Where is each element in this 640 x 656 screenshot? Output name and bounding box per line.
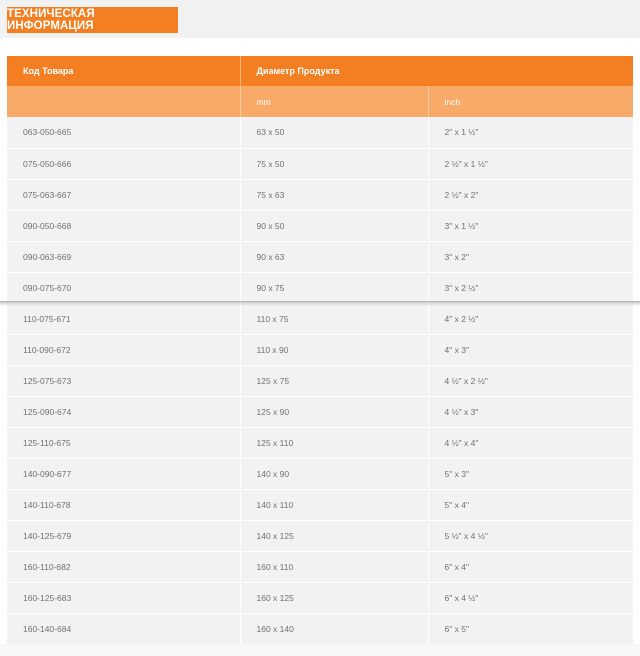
cell-code: 160-125-683 — [7, 582, 240, 613]
cell-inch: 5 ½" x 4 ½" — [428, 520, 633, 551]
table-row — [7, 582, 633, 613]
cell-mm: 63 x 50 — [240, 117, 428, 148]
cell-mm: 90 x 63 — [240, 241, 428, 272]
cell-inch: 4 ½" x 2 ½" — [428, 365, 633, 396]
cell-mm: 90 x 75 — [240, 272, 428, 303]
cell-code: 140-125-679 — [7, 520, 240, 551]
cell-inch: 6" x 5" — [428, 613, 633, 644]
cell-code: 075-063-667 — [7, 179, 240, 210]
cell-inch: 2 ½" x 2" — [428, 179, 633, 210]
table-row — [7, 241, 633, 272]
section-header-bar — [0, 0, 640, 38]
header-code: Код Товара — [7, 56, 240, 86]
cell-mm: 110 x 75 — [240, 303, 428, 334]
subheader-mm: mm — [240, 86, 428, 117]
cell-inch: 3" x 1 ½" — [428, 210, 633, 241]
cell-mm: 125 x 75 — [240, 365, 428, 396]
table-row — [7, 489, 633, 520]
table-row — [7, 272, 633, 303]
cell-inch: 4" x 2 ½" — [428, 303, 633, 334]
table-row — [7, 210, 633, 241]
cell-code: 140-110-678 — [7, 489, 240, 520]
cell-code: 125-075-673 — [7, 365, 240, 396]
cell-code: 110-075-671 — [7, 303, 240, 334]
table-row — [7, 427, 633, 458]
cell-code: 125-110-675 — [7, 427, 240, 458]
cell-mm: 160 x 125 — [240, 582, 428, 613]
cell-mm: 140 x 125 — [240, 520, 428, 551]
table-row — [7, 117, 633, 148]
table-header-row — [7, 56, 633, 86]
cell-inch: 5" x 4" — [428, 489, 633, 520]
table-row — [7, 396, 633, 427]
cell-inch: 4" x 3" — [428, 334, 633, 365]
table-row — [7, 613, 633, 644]
cell-inch: 2" x 1 ½" — [428, 117, 633, 148]
table-subheader-row — [7, 86, 633, 117]
cell-inch: 6" x 4" — [428, 551, 633, 582]
cell-code: 063-050-665 — [7, 117, 240, 148]
cell-code: 160-110-682 — [7, 551, 240, 582]
subheader-empty — [7, 86, 240, 117]
cell-code: 075-050-666 — [7, 148, 240, 179]
bottom-fade — [0, 644, 640, 656]
table-row — [7, 303, 633, 334]
cell-mm: 125 x 110 — [240, 427, 428, 458]
header-diameter: Диаметр Продукта — [240, 56, 633, 86]
cell-mm: 110 x 90 — [240, 334, 428, 365]
cell-mm: 90 x 50 — [240, 210, 428, 241]
subheader-inch: inch — [428, 86, 633, 117]
cell-inch: 4 ½" x 4" — [428, 427, 633, 458]
cell-inch: 2 ½" x 1 ½" — [428, 148, 633, 179]
cell-mm: 75 x 63 — [240, 179, 428, 210]
cell-mm: 75 x 50 — [240, 148, 428, 179]
cell-inch: 6" x 4 ½" — [428, 582, 633, 613]
divider-shadow — [0, 301, 640, 306]
cell-code: 090-075-670 — [7, 272, 240, 303]
table-row — [7, 148, 633, 179]
cell-code: 110-090-672 — [7, 334, 240, 365]
cell-mm: 160 x 140 — [240, 613, 428, 644]
table-row — [7, 551, 633, 582]
cell-inch: 4 ½" x 3" — [428, 396, 633, 427]
cell-code: 160-140-684 — [7, 613, 240, 644]
cell-inch: 5" x 3" — [428, 458, 633, 489]
cell-mm: 160 x 110 — [240, 551, 428, 582]
cell-mm: 140 x 90 — [240, 458, 428, 489]
table-row — [7, 334, 633, 365]
table-row — [7, 520, 633, 551]
cell-mm: 140 x 110 — [240, 489, 428, 520]
cell-mm: 125 x 90 — [240, 396, 428, 427]
cell-inch: 3" x 2" — [428, 241, 633, 272]
table-row — [7, 458, 633, 489]
tech-info-table — [7, 56, 633, 644]
table-body — [7, 117, 633, 644]
table-row — [7, 365, 633, 396]
tech-info-tab[interactable]: ТЕХНИЧЕСКАЯ ИНФОРМАЦИЯ — [7, 7, 178, 33]
cell-code: 090-050-668 — [7, 210, 240, 241]
table-row — [7, 179, 633, 210]
cell-code: 140-090-677 — [7, 458, 240, 489]
cell-code: 090-063-669 — [7, 241, 240, 272]
cell-code: 125-090-674 — [7, 396, 240, 427]
cell-inch: 3" x 2 ½" — [428, 272, 633, 303]
tech-info-table-container — [7, 56, 633, 644]
